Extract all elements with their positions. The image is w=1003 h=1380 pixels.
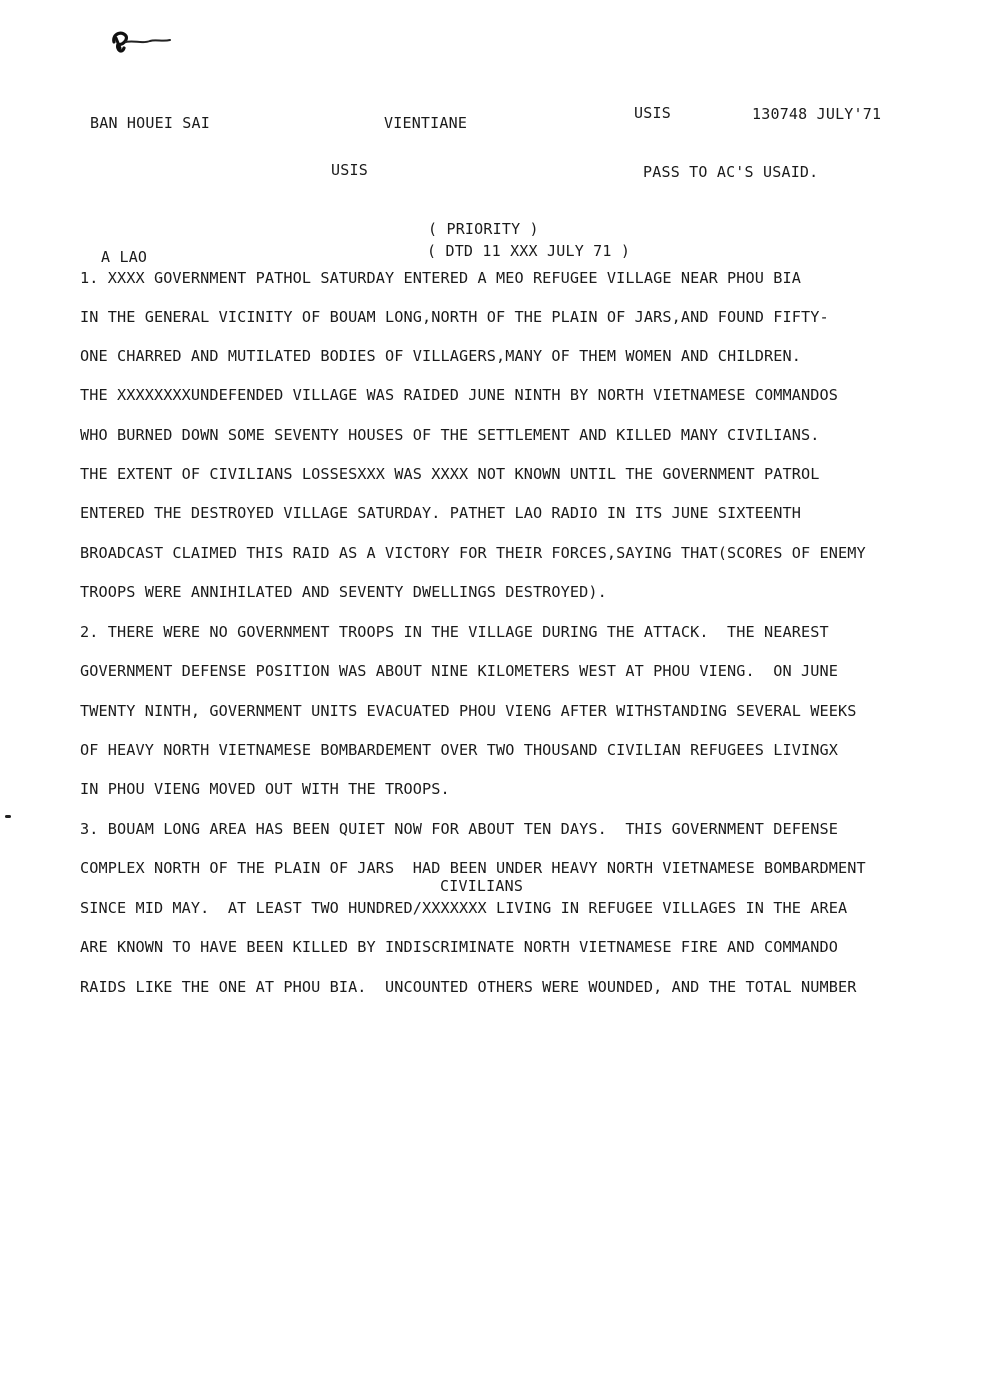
handwritten-mark-icon	[108, 28, 178, 58]
body-line: ENTERED THE DESTROYED VILLAGE SATURDAY. PATHET LAO RADIO IN ITS JUNE SIXTEENTH	[80, 504, 802, 522]
body-line: OF HEAVY NORTH VIETNAMESE BOMBARDEMENT OVER TWO THOUSAND CIVILIAN REFUGEES LIVINGX	[80, 741, 838, 759]
insert-note: A LAO	[101, 248, 148, 266]
body-line: BROADCAST CLAIMED THIS RAID AS A VICTORY FOR THEIR FORCES,SAYING THAT(SCORES OF ENEMY	[80, 544, 866, 562]
body-line: THE XXXXXXXXUNDEFENDED VILLAGE WAS RAIDED JUNE NINTH BY NORTH VIETNAMESE COMMANDOS	[80, 386, 838, 404]
body-line: RAIDS LIKE THE ONE AT PHOU BIA. UNCOUNTED OTHERS WERE WOUNDED, AND THE TOTAL NUMBER	[80, 978, 857, 996]
body-line: 1. XXXX GOVERNMENT PATHOL SATURDAY ENTERED A MEO REFUGEE VILLAGE NEAR PHOU BIA	[80, 269, 802, 287]
body-line: 2. THERE WERE NO GOVERNMENT TROOPS IN THE VILLAGE DURING THE ATTACK. THE NEAREST	[80, 623, 829, 641]
body-line: 3. BOUAM LONG AREA HAS BEEN QUIET NOW FOR ABOUT TEN DAYS. THIS GOVERNMENT DEFENSE	[80, 820, 838, 838]
body-line: TROOPS WERE ANNIHILATED AND SEVENTY DWELLINGS DESTROYED).	[80, 583, 607, 601]
dated-line: ( DTD 11 XXX JULY 71 )	[427, 242, 631, 260]
stray-ink-mark	[5, 815, 11, 818]
pass-to-line: PASS TO AC'S USAID.	[643, 163, 819, 181]
body-line: IN PHOU VIENG MOVED OUT WITH THE TROOPS.	[80, 780, 450, 798]
to-station: VIENTIANE	[384, 114, 468, 132]
interlinear-insertion: CIVILIANS	[440, 877, 524, 895]
body-line: ARE KNOWN TO HAVE BEEN KILLED BY INDISCRIMINATE NORTH VIETNAMESE FIRE AND COMMANDO	[80, 938, 838, 956]
body-line: THE EXTENT OF CIVILIANS LOSSESXXX WAS XXXX NOT KNOWN UNTIL THE GOVERNMENT PATROL	[80, 465, 820, 483]
addressee: USIS	[331, 161, 368, 179]
body-line: SINCE MID MAY. AT LEAST TWO HUNDRED/XXXXXXX LIVING IN REFUGEE VILLAGES IN THE AREA	[80, 899, 848, 917]
body-line: IN THE GENERAL VICINITY OF BOUAM LONG,NORTH OF THE PLAIN OF JARS,AND FOUND FIFTY-	[80, 308, 829, 326]
precedence: ( PRIORITY )	[428, 220, 539, 238]
body-line: ONE CHARRED AND MUTILATED BODIES OF VILLAGERS,MANY OF THEM WOMEN AND CHILDREN.	[80, 347, 802, 365]
body-line: WHO BURNED DOWN SOME SEVENTY HOUSES OF THE SETTLEMENT AND KILLED MANY CIVILIANS.	[80, 426, 820, 444]
date-time-group: 130748 JULY'71	[752, 105, 882, 123]
from-station: BAN HOUEI SAI	[90, 114, 210, 132]
body-line: COMPLEX NORTH OF THE PLAIN OF JARS HAD BEEN UNDER HEAVY NORTH VIETNAMESE BOMBARDMENT	[80, 859, 866, 877]
agency-code: USIS	[634, 104, 671, 122]
body-line: TWENTY NINTH, GOVERNMENT UNITS EVACUATED PHOU VIENG AFTER WITHSTANDING SEVERAL WEEKS	[80, 702, 857, 720]
body-line: GOVERNMENT DEFENSE POSITION WAS ABOUT NINE KILOMETERS WEST AT PHOU VIENG. ON JUNE	[80, 662, 838, 680]
